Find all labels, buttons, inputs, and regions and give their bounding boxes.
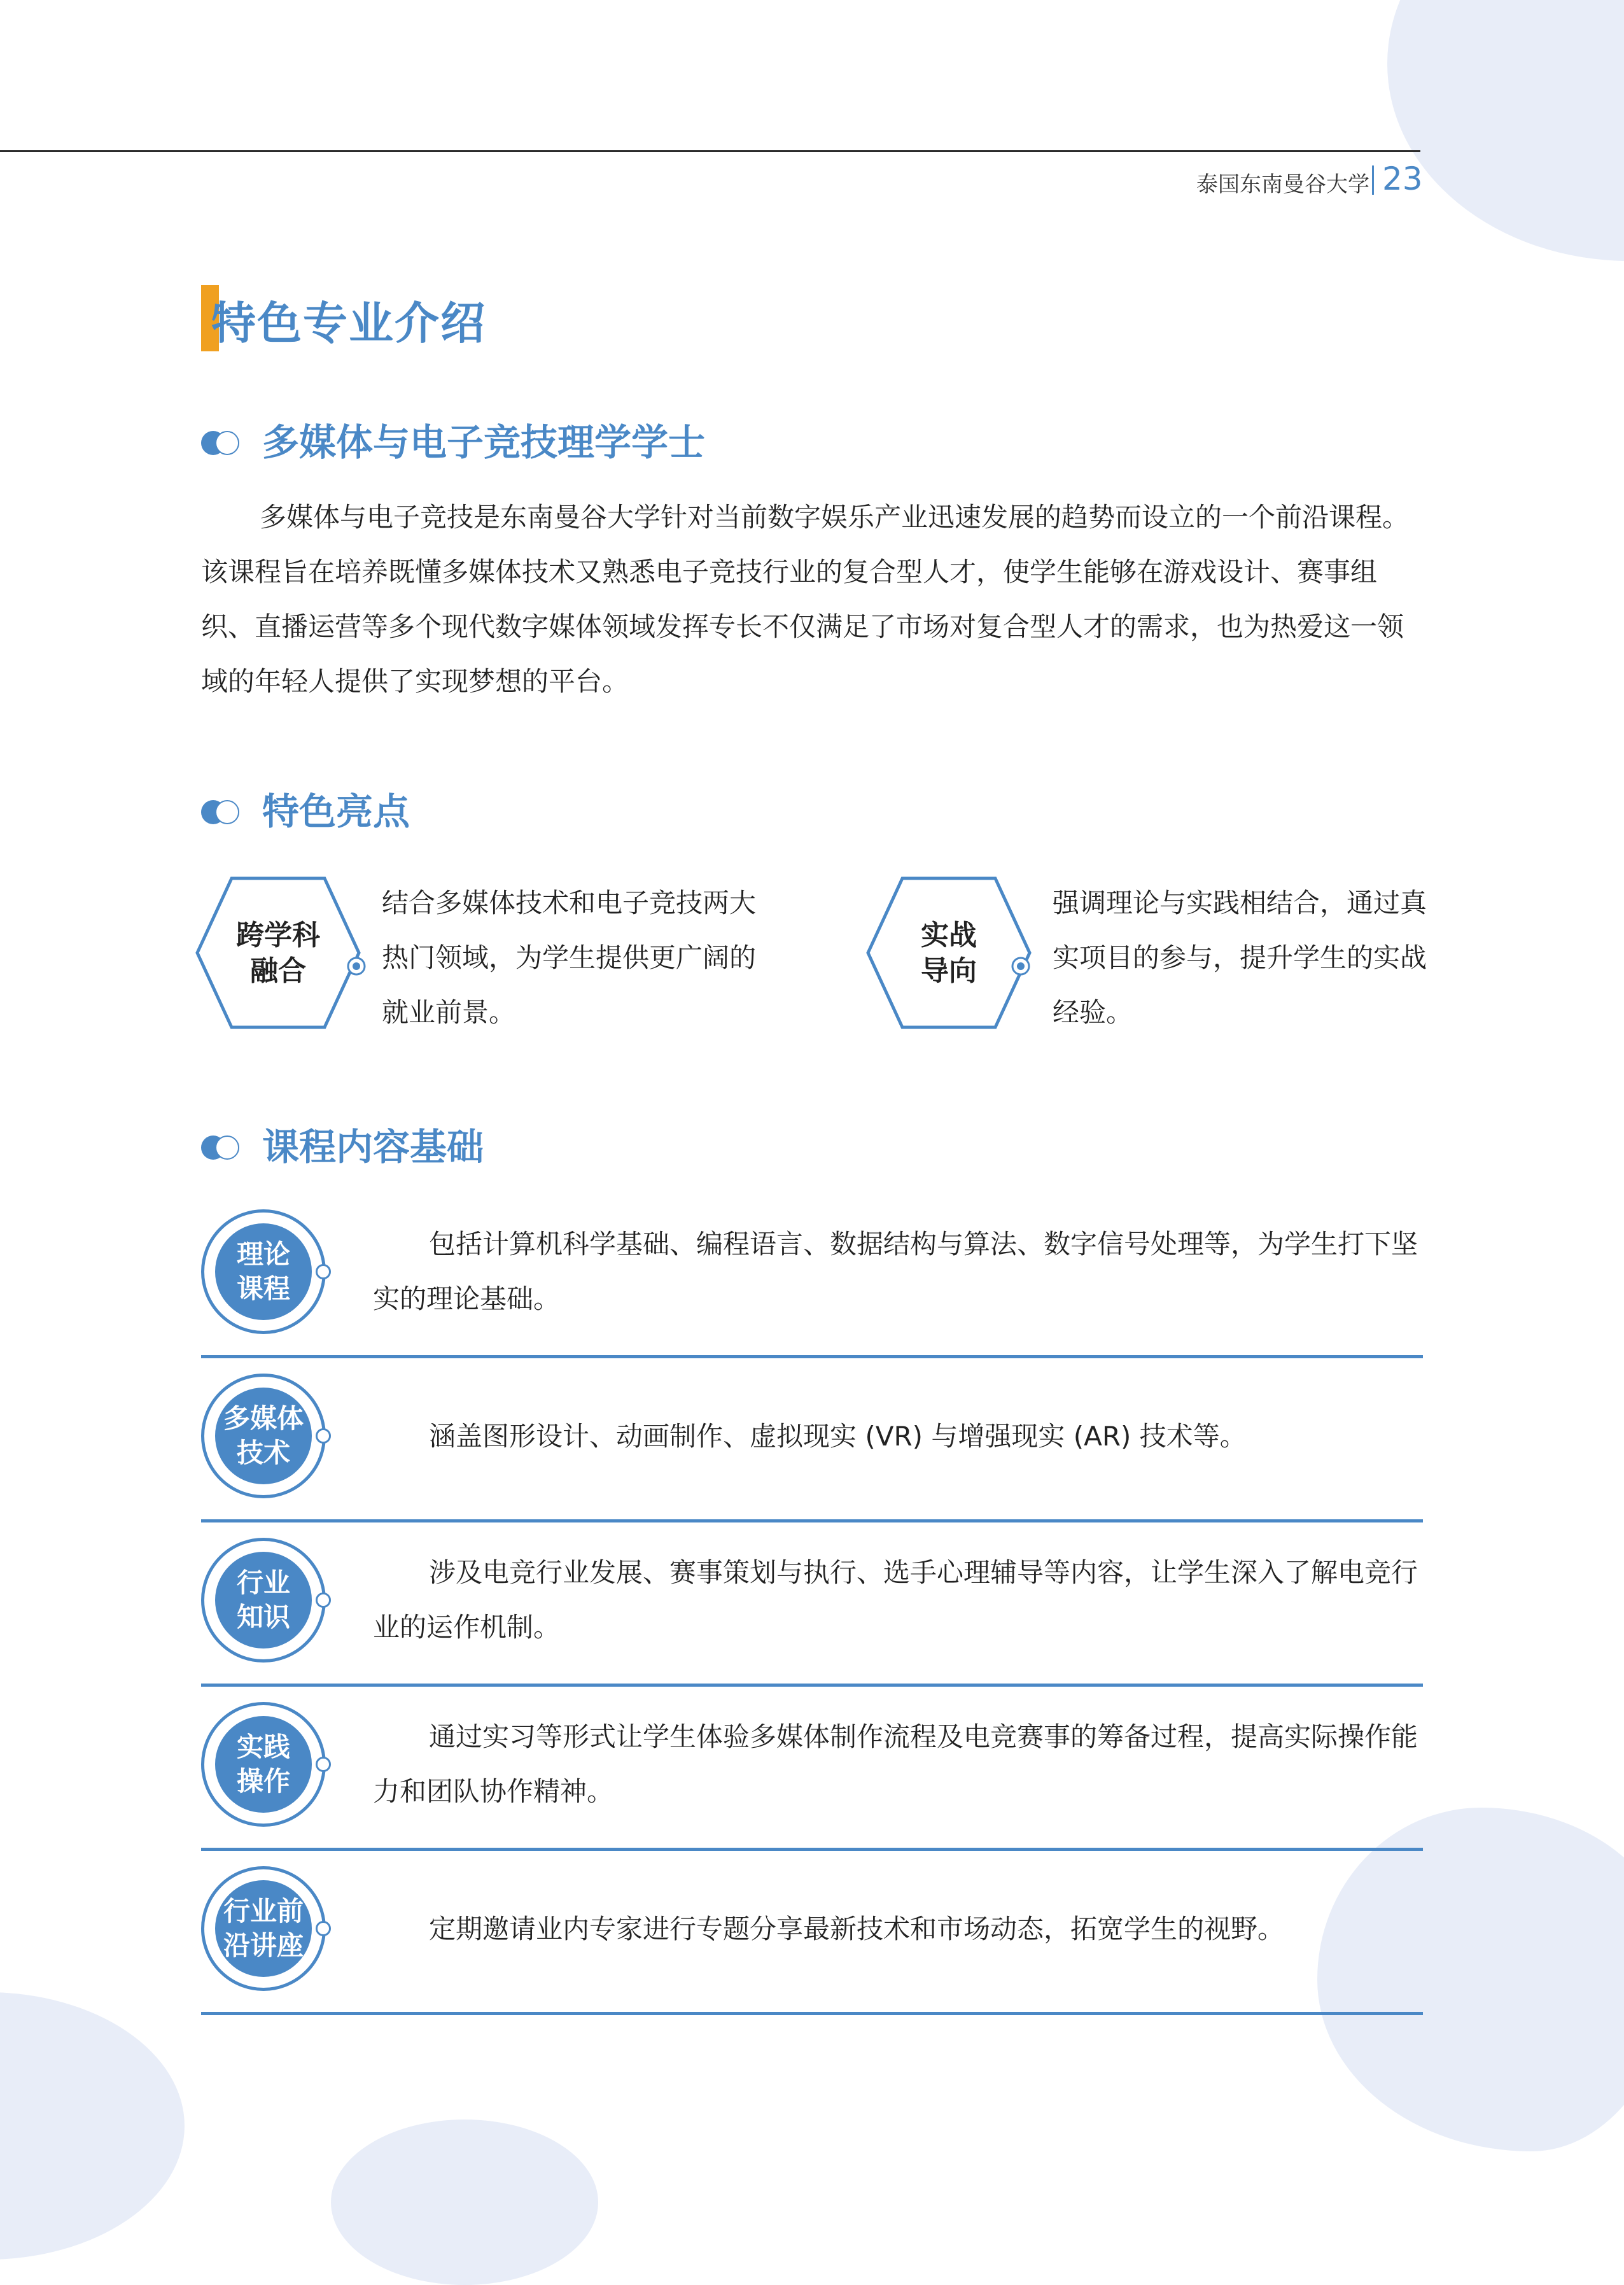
course-badge-line2: 知识 <box>236 1601 290 1633</box>
highlight-label-line1: 跨学科 <box>236 919 320 952</box>
header-rule <box>0 150 1420 152</box>
section-title-degree: 多媒体与电子竞技理学学士 <box>262 421 706 464</box>
course-badge-line1: 多媒体 <box>223 1403 304 1434</box>
degree-description: 多媒体与电子竞技是东南曼谷大学针对当前数字娱乐产业迅速发展的趋势而设立的一个前沿课程。该课程旨在培养既懂多媒体技术又熟悉电子竞技行业的复合型人才，使学生能够在游戏设计、赛事组织、直播运营等多个现代数字媒体领域发挥专长不仅满足了市场对复合型人才的需求，也为热爱这一领域的年轻人提供了实现梦想的平台。 <box>201 502 1410 697</box>
highlight-label <box>885 918 1012 989</box>
course-item-lectures <box>201 1851 1423 2015</box>
connector-dot-icon <box>316 1921 331 1936</box>
course-badge-line1: 实践 <box>236 1731 290 1762</box>
section-bullet-icon <box>201 431 242 456</box>
section-title-courses: 课程内容基础 <box>262 1125 484 1169</box>
highlight-label-line2: 导向 <box>921 955 977 987</box>
course-badge-line1: 理论 <box>236 1239 290 1270</box>
highlight-label-line2: 融合 <box>250 955 306 987</box>
decorative-blob-bottom-left <box>0 1992 185 2260</box>
highlight-text-interdisciplinary: 结合多媒体技术和电子竞技两大热门领域，为学生提供更广阔的就业前景。 <box>382 887 757 1028</box>
course-badge <box>201 1209 326 1334</box>
course-item-industry <box>201 1522 1423 1687</box>
course-badge <box>201 1374 326 1498</box>
decorative-blob-bottom-center <box>331 2120 598 2285</box>
course-item-practice <box>201 1687 1423 1851</box>
course-divider <box>201 2012 1423 2015</box>
connector-dot-icon <box>316 1592 331 1608</box>
course-badge <box>201 1538 326 1663</box>
course-badge-line2: 课程 <box>236 1273 290 1304</box>
highlight-hexagon-interdisciplinary <box>186 873 370 1032</box>
highlight-label <box>214 918 342 989</box>
page-number: 23 <box>1382 160 1423 197</box>
course-badge <box>201 1702 326 1827</box>
course-badge-line2: 沿讲座 <box>223 1930 304 1961</box>
connector-dot-icon <box>316 1428 331 1444</box>
section-title-highlights: 特色亮点 <box>262 790 410 833</box>
header-separator <box>1372 165 1374 195</box>
course-description: 涉及电竞行业发展、赛事策划与执行、选手心理辅导等内容，让学生深入了解电竞行业的运作机制。 <box>373 1557 1418 1643</box>
highlight-label-line1: 实战 <box>921 919 977 952</box>
course-item-theory <box>201 1194 1423 1358</box>
course-badge-line2: 操作 <box>236 1766 290 1797</box>
connector-dot-icon <box>316 1757 331 1772</box>
header-university-name: 泰国东南曼谷大学 <box>1196 172 1369 197</box>
course-description: 涵盖图形设计、动画制作、虚拟现实 (VR) 与增强现实 (AR) 技术等。 <box>429 1421 1247 1452</box>
section-bullet-icon <box>201 1135 242 1161</box>
connector-dot-icon <box>316 1264 331 1279</box>
course-badge-line1: 行业 <box>236 1567 290 1598</box>
section-bullet-icon <box>201 800 242 826</box>
course-description: 定期邀请业内专家进行专题分享最新技术和市场动态，拓宽学生的视野。 <box>429 1913 1285 1944</box>
course-badge-line1: 行业前 <box>223 1895 304 1927</box>
highlight-text-practice: 强调理论与实践相结合，通过真实项目的参与，提升学生的实战经验。 <box>1053 887 1427 1028</box>
decorative-blob-top-right <box>1387 0 1624 261</box>
course-badge <box>201 1866 326 1991</box>
course-description: 包括计算机科学基础、编程语言、数据结构与算法、数字信号处理等，为学生打下坚实的理论基础。 <box>373 1228 1418 1314</box>
course-description: 通过实习等形式让学生体验多媒体制作流程及电竞赛事的筹备过程，提高实际操作能力和团队协作精神。 <box>373 1721 1418 1807</box>
course-item-multimedia <box>201 1358 1423 1522</box>
highlight-hexagon-practice <box>857 873 1041 1032</box>
course-badge-line2: 技术 <box>236 1437 290 1468</box>
page-title: 特色专业介绍 <box>211 297 486 349</box>
